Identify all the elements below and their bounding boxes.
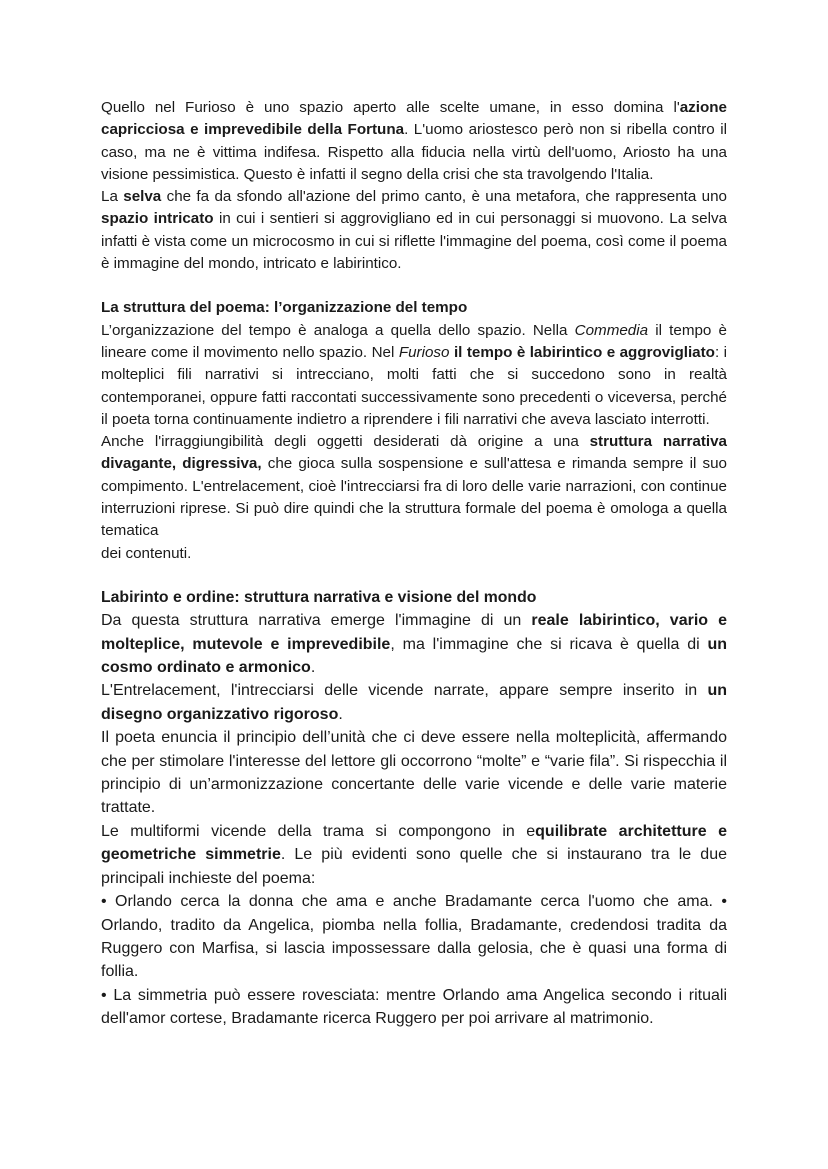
paragraph-struttura (101, 431, 727, 542)
bold-phrase: spazio intricato (101, 210, 214, 228)
paragraph-bullets-orlando (101, 890, 727, 984)
bold-phrase: reale labirintico, vario e molteplice, mutevole e imprevedibile (101, 612, 727, 653)
bold-phrase: il tempo è labirintico e aggrovigliato (453, 343, 715, 361)
text-run: Da questa struttura narrativa emerge l'immagine di un (101, 612, 532, 630)
text-run: La (101, 188, 124, 206)
paragraph-fortuna (101, 97, 727, 186)
text-run: Il poeta enuncia il principio dell’unità che ci deve essere nella molteplicità, affermando che per stimolare l'interesse del lettore gli occorrono “molte” e “varie fila”. Si rispecchia il principio di un’armonizzazione concertante delle varie vicende e delle varie materie trattate. (101, 729, 727, 817)
bold-phrase: azione capricciosa e imprevedibile della Fortuna (101, 99, 727, 139)
section-heading-labirinto: Labirinto e ordine: struttura narrativa e visione del mondo (101, 588, 537, 606)
paragraph-simmetrie (101, 820, 727, 890)
text-run: che fa da sfondo all'azione del primo canto, è una metafora, che rappresenta uno (161, 188, 727, 206)
text-run: • La simmetria può essere rovesciata: mentre Orlando ama Angelica secondo i rituali dell'amor cortese, Bradamante ricerca Ruggero per poi arrivare al matrimonio. (101, 986, 727, 1028)
paragraph-tempo (101, 320, 727, 431)
text-run: il tempo è lineare come il movimento nello spazio. Nel (101, 321, 727, 361)
bold-phrase: un cosmo ordinato e armonico (101, 635, 728, 677)
paragraph-contenuti: dei contenuti. (101, 544, 192, 562)
italic-title: Commedia (574, 321, 649, 339)
section-heading-tempo: La struttura del poema: l’organizzazione del tempo (101, 299, 468, 317)
bold-phrase: selva (123, 188, 162, 206)
paragraph-bullet-simmetria (101, 984, 727, 1031)
text-run: Quello nel Furioso è uno spazio aperto alle scelte umane, in esso domina l' (101, 99, 680, 116)
text-run: L'Entrelacement, l'intrecciarsi delle vicende narrate, appare sempre inserito in (101, 682, 708, 700)
italic-title: Furioso (398, 343, 450, 361)
text-run: Le multiformi vicende della trama si compongono in e (101, 822, 536, 840)
text-run: . (310, 659, 316, 677)
bold-phrase: struttura narrativa divagante, digressiva, (101, 433, 728, 473)
paragraph-unita (101, 726, 727, 820)
paragraph-selva (101, 186, 727, 275)
paragraph-entrelacement (101, 679, 727, 726)
bold-phrase: quilibrate architetture e geometriche simmetrie (101, 822, 728, 864)
text-run: . (338, 705, 343, 723)
text-run: : i molteplici fili narrativi si intrecciano, molti fatti che si succedono sono in realtà contemporanei, oppure fatti raccontati successivamente sono precedenti o viceversa, perché il poeta torna continuamente indietro a riprendere i fili narrativi che aveva lasciato interrotti. (101, 343, 727, 428)
text-run: L’organizzazione del tempo è analoga a quella dello spazio. Nella (101, 321, 575, 339)
text-run: • Orlando cerca la donna che ama e anche Bradamante cerca l'uomo che ama. • Orlando, tradito da Angelica, piomba nella follia, Bradamante, credendosi tradita da Ruggero con Marfisa, si lascia impossessare dalla gelosia, che è quasi una forma di follia. (101, 893, 727, 981)
text-run: che gioca sulla sospensione e sull'attesa e rimanda sempre il suo compimento. L'entrelacement, cioè l'intrecciarsi fra di loro delle varie narrazioni, con continue interruzioni riprese. Si può dire quindi che la struttura formale del poema è omologa a quella tematica (101, 455, 727, 540)
text-run: . Le più evidenti sono quelle che si instaurano tra le due principali inchieste del poema: (101, 846, 727, 887)
spacer (101, 565, 727, 587)
text-run: in cui i sentieri si aggrovigliano ed in cui personaggi si muovono. La selva infatti è vista come un microcosmo in cui si riflette l'immagine del poema, così come il poema è immagine del mondo, intricato e labirintico. (101, 210, 727, 273)
spacer (101, 275, 727, 297)
document-page (101, 97, 727, 1031)
text-run: . L'uomo ariostesco però non si ribella contro il caso, ma ne è vittima indifesa. Rispetto alla fiducia nella virtù dell'uomo, Ariosto ha una visione pessimistica. Questo è infatti il segno della crisi che sta travolgendo l'Italia. (101, 121, 727, 183)
text-run: Anche l'irraggiungibilità degli oggetti desiderati dà origine a una (101, 433, 590, 451)
text-run: , ma l'immagine che si ricava è quella di (390, 635, 708, 653)
paragraph-reale-labirintico (101, 609, 727, 679)
bold-phrase: un disegno organizzativo rigoroso (101, 682, 727, 723)
